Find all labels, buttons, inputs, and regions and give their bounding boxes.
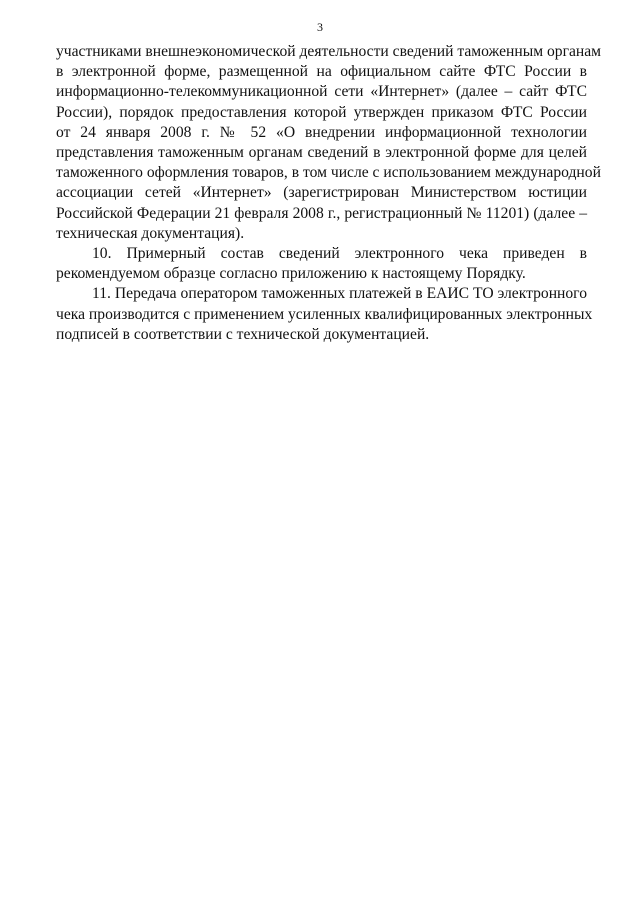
text-line: в электронной форме, размещенной на официальном сайте ФТС России в: [56, 63, 587, 81]
text-line: представления таможенным органам сведений в электронной форме для целей: [56, 144, 587, 162]
text-line: чека производится с применением усиленных квалифицированных электронных: [56, 305, 593, 323]
body-text: [56, 42, 602, 345]
text-line: от 24 января 2008 г. № 52 «О внедрении информационной технологии: [56, 123, 587, 141]
text-line: Российской Федерации 21 февраля 2008 г., регистрационный № 11201) (далее –: [56, 204, 587, 222]
text-line: России), порядок предоставления которой утвержден приказом ФТС России: [56, 103, 587, 121]
text-line: рекомендуемом образце согласно приложению к настоящему Порядку.: [56, 265, 526, 283]
text-line: 11. Передача оператором таможенных платежей в ЕАИС ТО электронного: [92, 285, 587, 303]
text-line: 10. Примерный состав сведений электронного чека приведен в: [92, 245, 587, 263]
text-line: подписей в соответствии с технической документацией.: [56, 325, 430, 343]
page-number: 3: [317, 20, 323, 34]
text-line: техническая документация).: [56, 224, 245, 242]
text-line: участниками внешнеэкономической деятельности сведений таможенным органам: [56, 43, 602, 60]
text-line: ассоциации сетей «Интернет» (зарегистрирован Министерством юстиции: [56, 184, 587, 202]
text-line: таможенного оформления товаров, в том числе с использованием международной: [56, 164, 601, 182]
text-line: информационно-телекоммуникационной сети «Интернет» (далее – сайт ФТС: [56, 83, 587, 101]
